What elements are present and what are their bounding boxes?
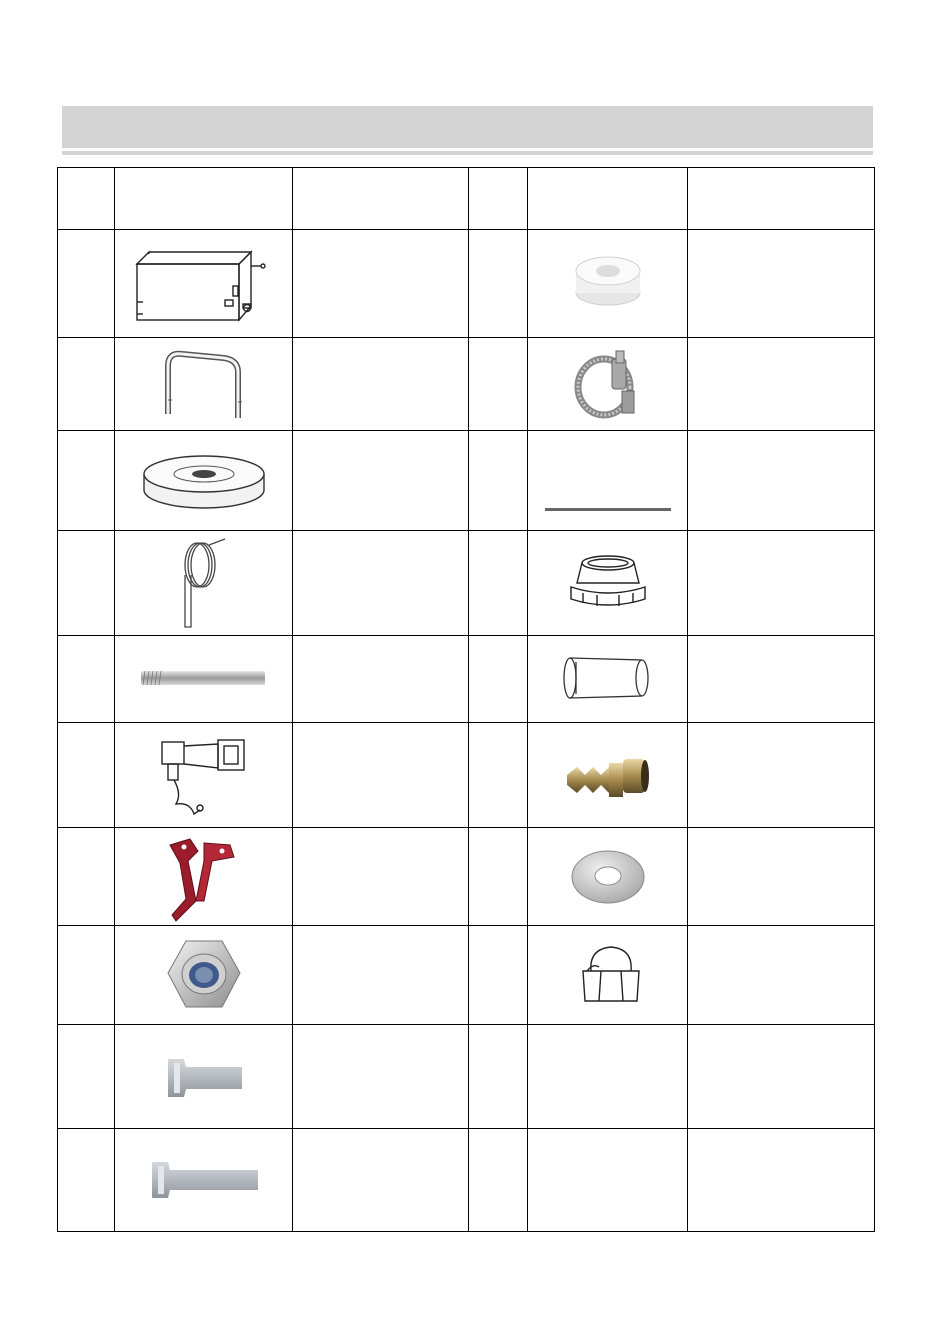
flat-washer-icon [568, 847, 648, 907]
section-header-rule [62, 151, 873, 155]
acorn-cap-nut-icon [573, 943, 643, 1007]
number-cell [58, 230, 115, 338]
header-cell-no-2 [469, 168, 528, 230]
picture-cell [528, 1025, 688, 1129]
number-cell [469, 1025, 528, 1129]
long-bolt-icon [148, 1160, 260, 1200]
table-row [58, 828, 875, 926]
number-cell [58, 636, 115, 723]
table-row [58, 1025, 875, 1129]
picture-cell [528, 230, 688, 338]
drain-tap-icon [154, 728, 254, 822]
description-cell [688, 531, 875, 636]
picture-cell [528, 338, 688, 431]
number-cell [469, 828, 528, 926]
picture-cell [115, 1129, 293, 1232]
picture-cell [528, 828, 688, 926]
u-shaped-pipe-icon [154, 344, 254, 424]
description-cell [293, 926, 469, 1025]
number-cell [58, 828, 115, 926]
number-cell [58, 431, 115, 531]
description-cell [688, 1025, 875, 1129]
number-cell [58, 926, 115, 1025]
description-cell [293, 723, 469, 828]
red-mounting-bracket-icon [164, 831, 244, 923]
picture-cell [115, 828, 293, 926]
picture-cell [115, 338, 293, 431]
section-header-banner [62, 106, 873, 148]
coiled-tube-icon [169, 535, 239, 631]
description-cell [293, 230, 469, 338]
description-cell [688, 1129, 875, 1232]
table-row [58, 1129, 875, 1232]
table-header-row [58, 168, 875, 230]
description-cell [293, 1129, 469, 1232]
description-cell [293, 1025, 469, 1129]
description-cell [293, 828, 469, 926]
number-cell [58, 723, 115, 828]
threaded-rod-icon [139, 667, 269, 691]
parts-table [57, 167, 875, 1232]
number-cell [469, 230, 528, 338]
description-cell [688, 926, 875, 1025]
number-cell [469, 723, 528, 828]
table-row [58, 230, 875, 338]
description-cell [293, 531, 469, 636]
description-cell [293, 338, 469, 431]
thin-rod-icon [543, 446, 673, 516]
water-tank-icon [129, 242, 279, 326]
picture-cell [115, 431, 293, 531]
picture-cell [528, 723, 688, 828]
number-cell [469, 1129, 528, 1232]
table-row [58, 636, 875, 723]
header-cell-picture [115, 168, 293, 230]
description-cell [688, 636, 875, 723]
picture-cell [528, 636, 688, 723]
description-cell [688, 723, 875, 828]
table-row [58, 723, 875, 828]
description-cell [688, 828, 875, 926]
picture-cell [115, 230, 293, 338]
ptfe-tape-roll-icon [563, 249, 653, 319]
cylinder-sleeve-icon [558, 654, 658, 704]
number-cell [469, 636, 528, 723]
number-cell [469, 338, 528, 431]
hose-clamp-icon [568, 345, 648, 423]
picture-cell [115, 926, 293, 1025]
header-cell-picture-2 [528, 168, 688, 230]
number-cell [469, 926, 528, 1025]
table-row [58, 926, 875, 1025]
table-row [58, 431, 875, 531]
picture-cell [115, 531, 293, 636]
description-cell [293, 636, 469, 723]
round-float-icon [134, 446, 274, 516]
picture-cell [115, 723, 293, 828]
description-cell [688, 230, 875, 338]
header-cell-description-2 [688, 168, 875, 230]
lock-nut-icon [164, 935, 244, 1015]
short-bolt-icon [164, 1055, 244, 1099]
number-cell [469, 531, 528, 636]
header-cell-no [58, 168, 115, 230]
picture-cell [528, 431, 688, 531]
description-cell [688, 431, 875, 531]
hose-barb-fitting-icon [563, 745, 653, 805]
threaded-ring-nut-icon [563, 553, 653, 613]
picture-cell [115, 636, 293, 723]
number-cell [58, 1025, 115, 1129]
table-row [58, 338, 875, 431]
number-cell [469, 431, 528, 531]
description-cell [688, 338, 875, 431]
header-cell-description [293, 168, 469, 230]
description-cell [293, 431, 469, 531]
table-row [58, 531, 875, 636]
picture-cell [528, 926, 688, 1025]
picture-cell [528, 531, 688, 636]
number-cell [58, 338, 115, 431]
number-cell [58, 1129, 115, 1232]
picture-cell [528, 1129, 688, 1232]
picture-cell [115, 1025, 293, 1129]
number-cell [58, 531, 115, 636]
